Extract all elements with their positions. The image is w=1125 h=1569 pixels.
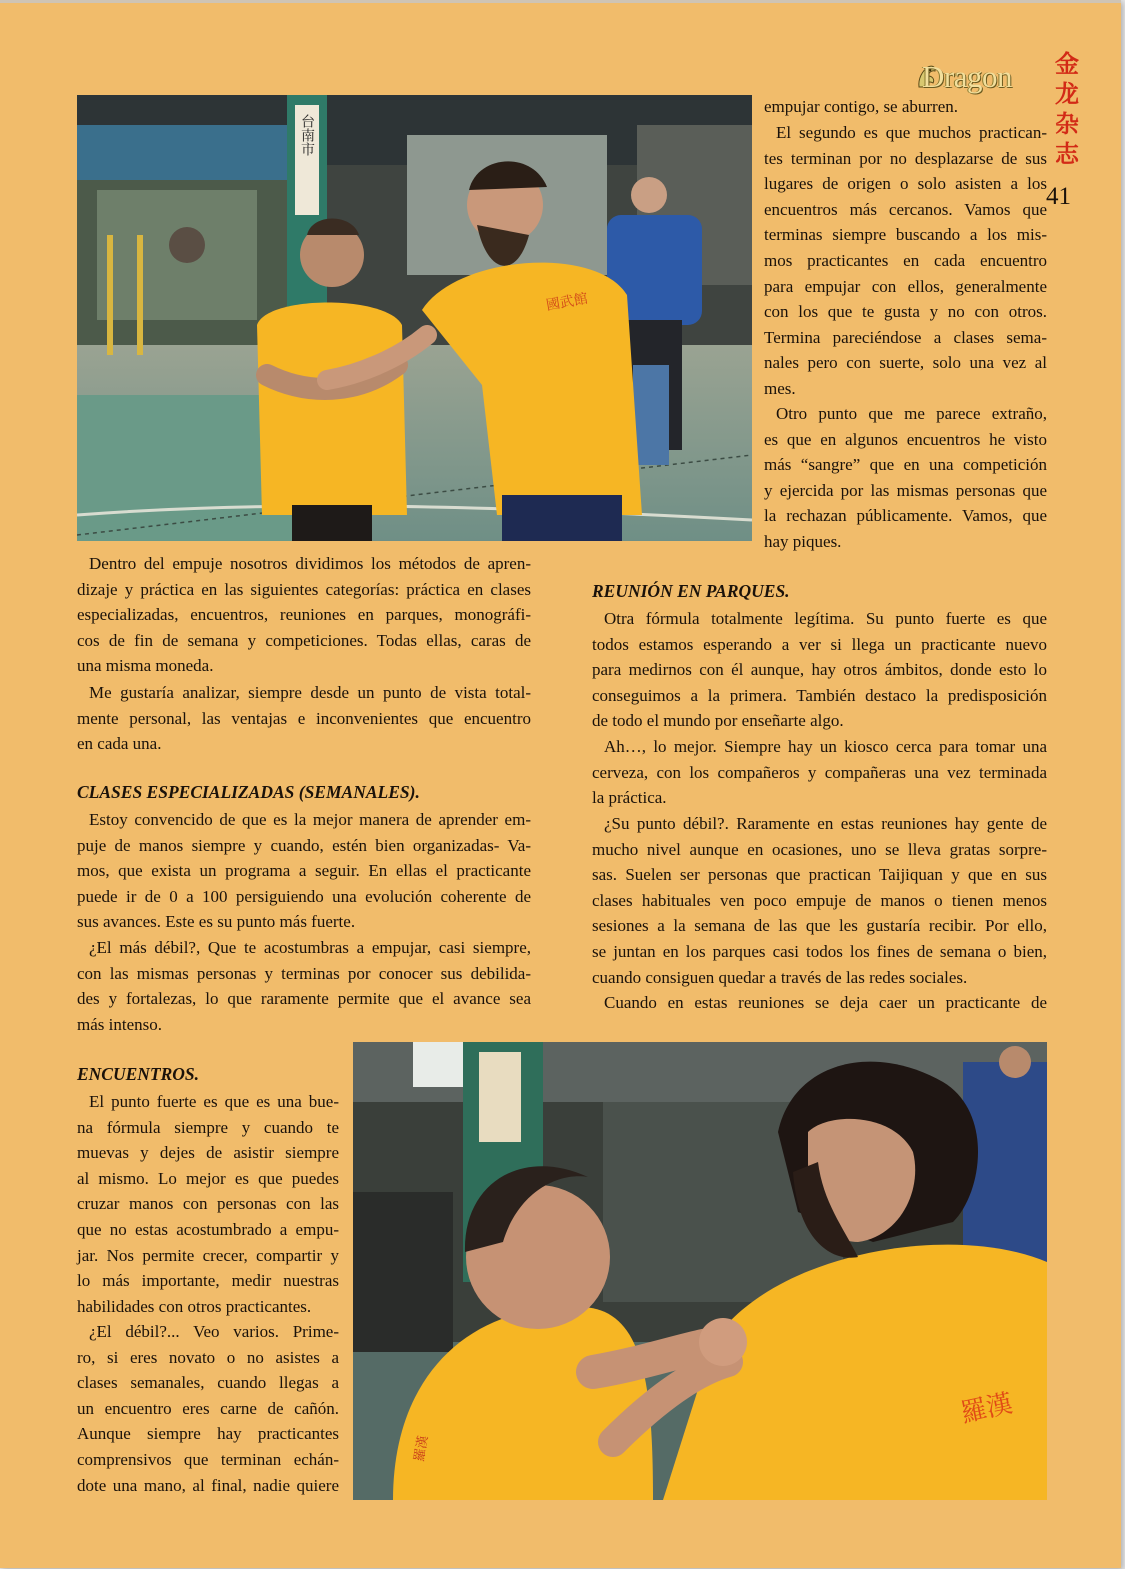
text-line: ro, si eres novato o no asistes a	[77, 1347, 339, 1367]
text-line: dizaje y práctica en las siguientes categorías: práctica en clases	[77, 579, 531, 599]
text-line: tes terminan por no desplazarse de sus	[764, 148, 1047, 168]
text-line: especializadas, encuentros, reuniones en parques, monográfi-	[77, 605, 531, 625]
reunion-para1	[592, 606, 1047, 734]
text-line: con las mismas personas y terminas por conocer sus debilida-	[77, 963, 531, 983]
cjk-char: 志	[1055, 140, 1079, 168]
reunion-para3	[592, 811, 1047, 990]
reunion-para2	[592, 734, 1047, 811]
cjk-magazine-title	[1052, 49, 1082, 169]
text-line: Estoy convencido de que es la mejor manera de aprender em-	[89, 810, 531, 829]
text-line: cuando consiguen quedar a través de las redes sociales.	[592, 967, 968, 987]
text-line: cerveza, con los compañeros y compañeras una vez terminada	[592, 762, 1047, 782]
page-number: 41	[1046, 183, 1071, 210]
cjk-char: 杂	[1055, 110, 1079, 138]
text-line: para medirnos con él aunque, hay otros ámbitos, donde esto lo	[592, 660, 1047, 680]
text-line: Otro punto que me parece extraño,	[776, 404, 1047, 423]
text-line: Aunque siempre hay practicantes	[77, 1424, 339, 1444]
text-line: mucho nivel aunque en ocasiones, uno se lleva gratas sorpre-	[592, 839, 1047, 859]
text-line: Cuando en estas reuniones se deja caer un practicante de	[604, 993, 1047, 1012]
text-line: es que en algunos encuentros he visto	[764, 429, 1047, 449]
text-line: un encuentro eres carne de cañón.	[77, 1398, 339, 1418]
text-line: na fórmula siempre y cuando te	[77, 1117, 339, 1137]
text-line: nales pero con suerte, solo una vez al	[764, 353, 1047, 373]
text-line: cos de fin de semana y competiciones. Todas ellas, caras de	[77, 630, 531, 650]
text-line: hay piques.	[764, 531, 842, 551]
heading-encuentros: ENCUENTROS.	[77, 1064, 200, 1084]
text-line: que no estas acostumbrado a empu-	[77, 1219, 339, 1239]
text-line: con los que te gusta y no con otros.	[764, 302, 1047, 322]
clases-para2	[77, 935, 531, 1037]
text-line: puede ir de 0 a 100 persiguiendo una evolución coherente de	[77, 886, 531, 906]
text-line: Dentro del empuje nosotros dividimos los métodos de apren-	[89, 554, 531, 573]
text-line: muevas y dejes de asistir siempre	[77, 1143, 339, 1163]
text-line: dote una mano, al final, nadie quiere	[77, 1475, 339, 1495]
text-line: ¿El débil?... Veo varios. Prime-	[89, 1322, 339, 1341]
clases-para1	[77, 807, 531, 935]
text-line: encuentros más cercanos. Vamos que	[764, 199, 1047, 219]
dragon-logo	[916, 59, 1012, 95]
right-top-para2	[764, 120, 1047, 402]
text-line: sesiones a la semana de las que les gustaría recibir. Por ello,	[592, 916, 1047, 936]
top-photo	[77, 95, 752, 541]
text-line: y ejercida por las mismas personas que	[764, 480, 1047, 500]
intro-para2	[77, 680, 531, 757]
text-line: des y fortalezas, lo que raramente permite que el avance sea	[77, 989, 531, 1009]
text-line: lo más importante, medir nuestras	[77, 1271, 339, 1291]
text-line: ¿Su punto débil?. Raramente en estas reuniones hay gente de	[604, 814, 1047, 833]
heading-clases: CLASES ESPECIALIZADAS (SEMANALES).	[77, 782, 420, 802]
text-line: terminas siempre buscando a los mis-	[764, 225, 1047, 245]
text-line: comprensivos que terminan echán-	[77, 1449, 339, 1469]
text-line: jar. Nos permite crecer, compartir y	[77, 1245, 339, 1265]
text-line: al mismo. Lo mejor es que puedes	[77, 1168, 339, 1188]
text-line: Ah…, lo mejor. Siempre hay un kiosco cerca para tomar una	[604, 737, 1047, 756]
reunion-para4	[592, 990, 1047, 1016]
text-line: mos practicantes en cada encuentro	[764, 250, 1047, 270]
intro-para1	[77, 551, 531, 679]
text-line: conseguimos a la primera. También destaco la predisposición	[592, 685, 1047, 705]
cjk-char: 龙	[1055, 80, 1079, 108]
text-line: se juntan en los parques casi todos los fines de semana o bien,	[592, 941, 1047, 961]
text-line: todos estamos esperando a ver si llega un practicante nuevo	[592, 634, 1047, 654]
text-line: mos, que exista un programa a seguir. En ellas el practicante	[77, 861, 531, 881]
right-top-para3	[764, 401, 1047, 555]
shirt-print-right: 羅漢	[958, 1388, 1016, 1429]
text-line: puje de manos siempre y cuando, estén bien organizadas- Va-	[77, 835, 531, 855]
logo-text: Dragon	[922, 59, 1012, 94]
text-line: la práctica.	[592, 788, 667, 808]
text-line: El segundo es que muchos practican-	[776, 123, 1047, 142]
encuentros-para1	[77, 1089, 339, 1319]
heading-reunion: REUNIÓN EN PARQUES.	[592, 581, 790, 601]
text-line: más “sangre” que en una competición	[764, 455, 1047, 475]
text-line: mes.	[764, 378, 796, 398]
text-line: de todo el mundo por enseñarte algo.	[592, 711, 844, 731]
cjk-char: 金	[1055, 50, 1079, 78]
shirt-print: 國武館	[544, 290, 590, 314]
text-line: cruzar manos con personas con las	[77, 1194, 339, 1214]
encuentros-para2	[77, 1319, 339, 1498]
text-line: Me gustaría analizar, siempre desde un punto de vista total-	[89, 683, 531, 702]
text-line: mente personal, las ventajas e inconvenientes que encuentro	[77, 708, 531, 728]
text-line: la rechazan públicamente. Vamos, que	[764, 506, 1047, 526]
shirt-print-left: 羅漢	[412, 1434, 432, 1463]
text-line: empujar contigo, se aburren.	[764, 97, 959, 116]
text-line: para empujar con ellos, generalmente	[764, 276, 1047, 296]
text-line: habilidades con otros practicantes.	[77, 1296, 312, 1316]
text-line: más intenso.	[77, 1014, 162, 1034]
text-line: en cada una.	[77, 734, 162, 754]
text-line: Otra fórmula totalmente legítima. Su punto fuerte es que	[604, 609, 1047, 628]
text-line: sas. Suelen ser personas que practican Taijiquan y que en sus	[592, 865, 1047, 885]
text-line: lugares de origen o solo asisten a los	[764, 174, 1047, 194]
text-line: clases habituales ven poco empuje de manos o tienen menos	[592, 890, 1047, 910]
bottom-photo	[353, 1042, 1047, 1500]
right-top-para1	[764, 94, 1047, 120]
text-line: El punto fuerte es que es una bue-	[89, 1092, 339, 1111]
text-line: ¿El más débil?, Que te acostumbras a empujar, casi siempre,	[89, 938, 531, 957]
text-line: clases semanales, cuando llegas a	[77, 1373, 339, 1393]
text-line: Termina pareciéndose a clases sema-	[764, 327, 1047, 347]
sign-text: 台南市	[299, 114, 315, 156]
text-line: sus avances. Este es su punto más fuerte.	[77, 912, 356, 932]
text-line: una misma moneda.	[77, 656, 214, 676]
